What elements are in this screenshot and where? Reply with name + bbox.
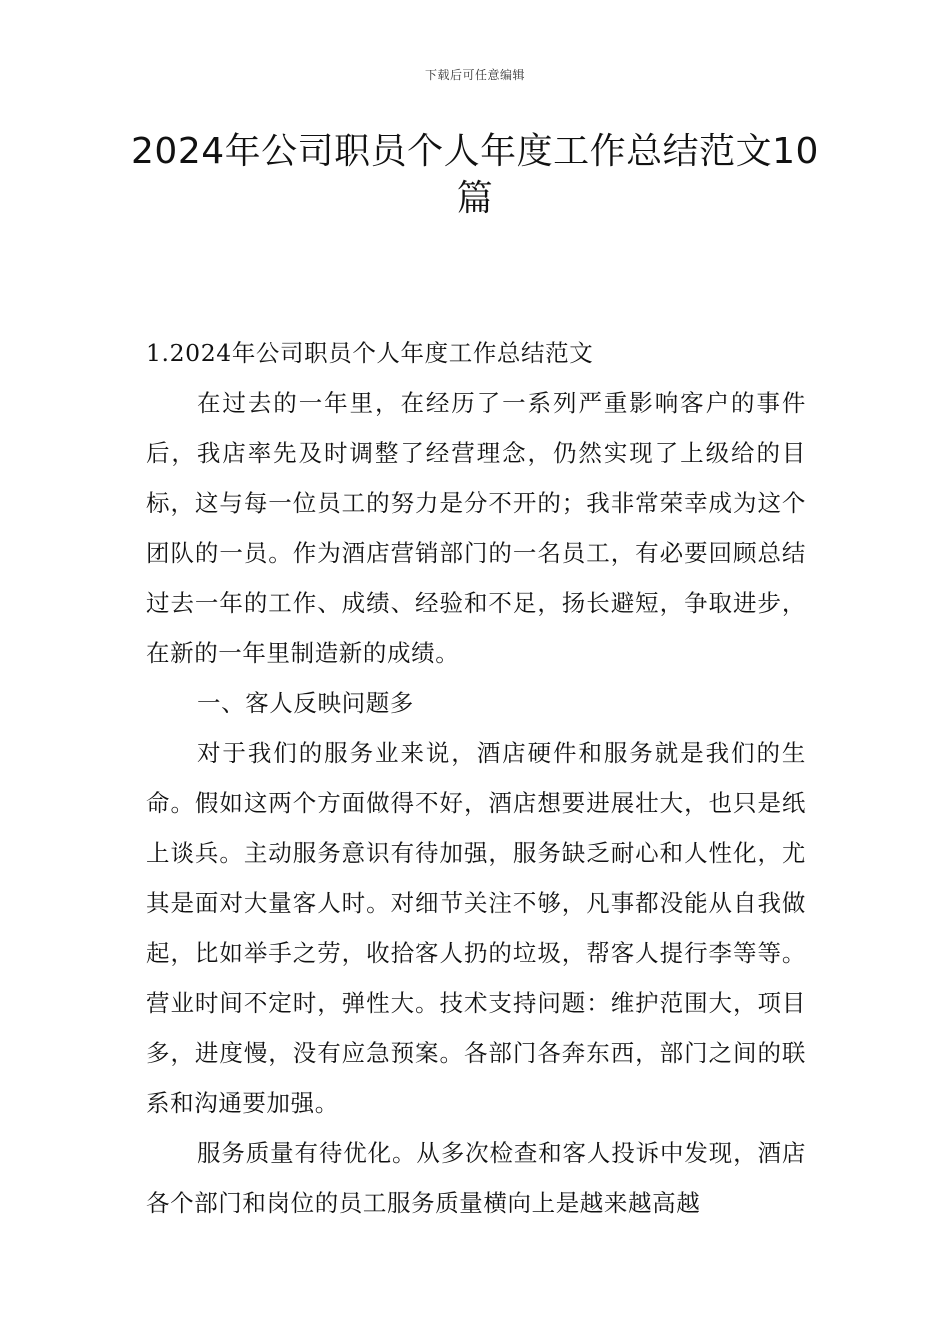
section-title: 1.2024年公司职员个人年度工作总结范文	[146, 339, 594, 367]
document-title: 2024年公司职员个人年度工作总结范文10篇	[131, 131, 819, 219]
body-paragraph: 在过去的一年里，在经历了一系列严重影响客户的事件后，我店率先及时调整了经营理念，仍然实现了上级给的目标，这与每一位员工的努力是分不开的；我非常荣幸成为这个团队的一员。作为酒店营销部门的一名员工，有必要回顾总结过去一年的工作、成绩、经验和不足，扬长避短，争取进步，在新的一年里制造新的成绩。	[146, 389, 806, 667]
sub-heading: 一、客人反映问题多	[197, 689, 414, 717]
document-body	[146, 328, 806, 1228]
body-paragraph: 服务质量有待优化。从多次检查和客人投诉中发现，酒店各个部门和岗位的员工服务质量横向上是越来越高越	[146, 1139, 806, 1217]
header-note: 下载后可任意编辑	[424, 68, 525, 82]
body-paragraph: 对于我们的服务业来说，酒店硬件和服务就是我们的生命。假如这两个方面做得不好，酒店想要进展壮大，也只是纸上谈兵。主动服务意识有待加强，服务缺乏耐心和人性化，尤其是面对大量客人时。对细节关注不够，凡事都没能从自我做起，比如举手之劳，收拾客人扔的垃圾，帮客人提行李等等。营业时间不定时，弹性大。技术支持问题：维护范围大，项目多，进度慢，没有应急预案。各部门各奔东西，部门之间的联系和沟通要加强。	[146, 739, 806, 1117]
